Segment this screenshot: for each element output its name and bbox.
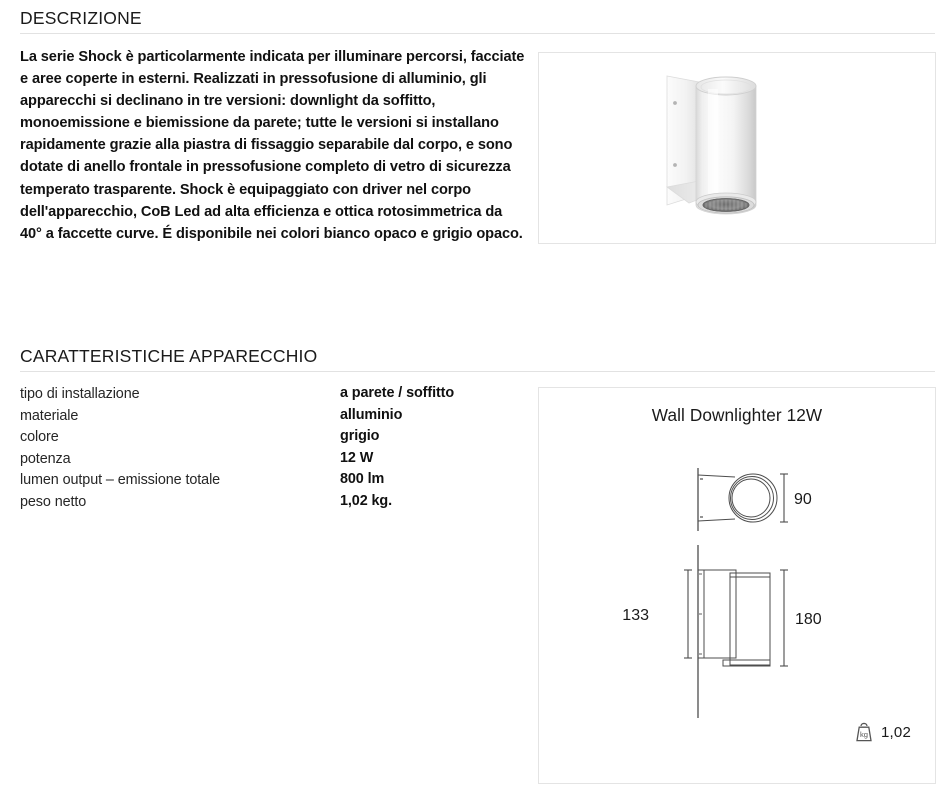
spec-value: 800 lm <box>340 471 385 487</box>
product-photo-panel <box>538 52 936 244</box>
technical-drawing-panel <box>538 387 936 784</box>
spec-row <box>20 469 520 491</box>
spec-label: potenza <box>20 450 71 467</box>
spec-row <box>20 491 520 513</box>
net-weight-indicator <box>853 720 911 744</box>
spec-label: materiale <box>20 407 79 424</box>
spec-value: 1,02 kg. <box>340 492 392 509</box>
spec-label: tipo di installazione <box>20 386 140 402</box>
weight-kg-icon <box>853 720 875 744</box>
dimension-label-180: 180 <box>795 611 822 628</box>
product-photo-image <box>539 53 933 241</box>
spec-value: grigio <box>340 428 380 444</box>
section-heading-descrizione: DESCRIZIONE <box>20 8 142 28</box>
spec-row <box>20 405 520 427</box>
spec-value: alluminio <box>340 406 403 423</box>
net-weight-value: 1,02 <box>881 723 911 741</box>
section-heading-caratteristiche: CARATTERISTICHE APPARECCHIO <box>20 346 318 366</box>
spec-value: a parete / soffitto <box>340 385 455 401</box>
spec-label: colore <box>20 429 59 445</box>
spec-row <box>20 448 520 470</box>
specifications-list <box>20 383 520 512</box>
section-divider-caratteristiche <box>20 371 935 372</box>
dimension-label-133: 133 <box>622 607 649 624</box>
spec-value: 12 W <box>340 449 374 466</box>
drawing-title: Wall Downlighter 12W <box>651 405 823 425</box>
spec-row <box>20 426 520 448</box>
spec-label: peso netto <box>20 493 87 510</box>
section-divider-descrizione <box>20 33 935 34</box>
dimension-label-90: 90 <box>794 491 812 508</box>
spec-row <box>20 383 520 405</box>
description-paragraph: La serie Shock è particolarmente indicata per illuminare percorsi, facciate e aree coperte in esterni. Realizzati in pressofusione di alluminio, gli apparecchi si declinano in tre versioni: downlight da soffitto, monoemissione e biemissione da parete; tutte le versioni si installano rapidamente grazie alla piastra di fissaggio separabile dal corpo, e sono dotate di anello frontale in pressofusione completo di vetro di sicurezza temperato trasparente. Shock è equipaggiato con driver nel corpo dell'apparecchio, CoB Led ad alta efficienza e ottica rotosimmetrica da 40° a faccette curve. É disponibile nei colori bianco opaco e grigio opaco. <box>20 49 525 242</box>
weight-icon-unit-label: kg <box>859 730 869 740</box>
spec-label: lumen output – emissione totale <box>20 472 221 488</box>
